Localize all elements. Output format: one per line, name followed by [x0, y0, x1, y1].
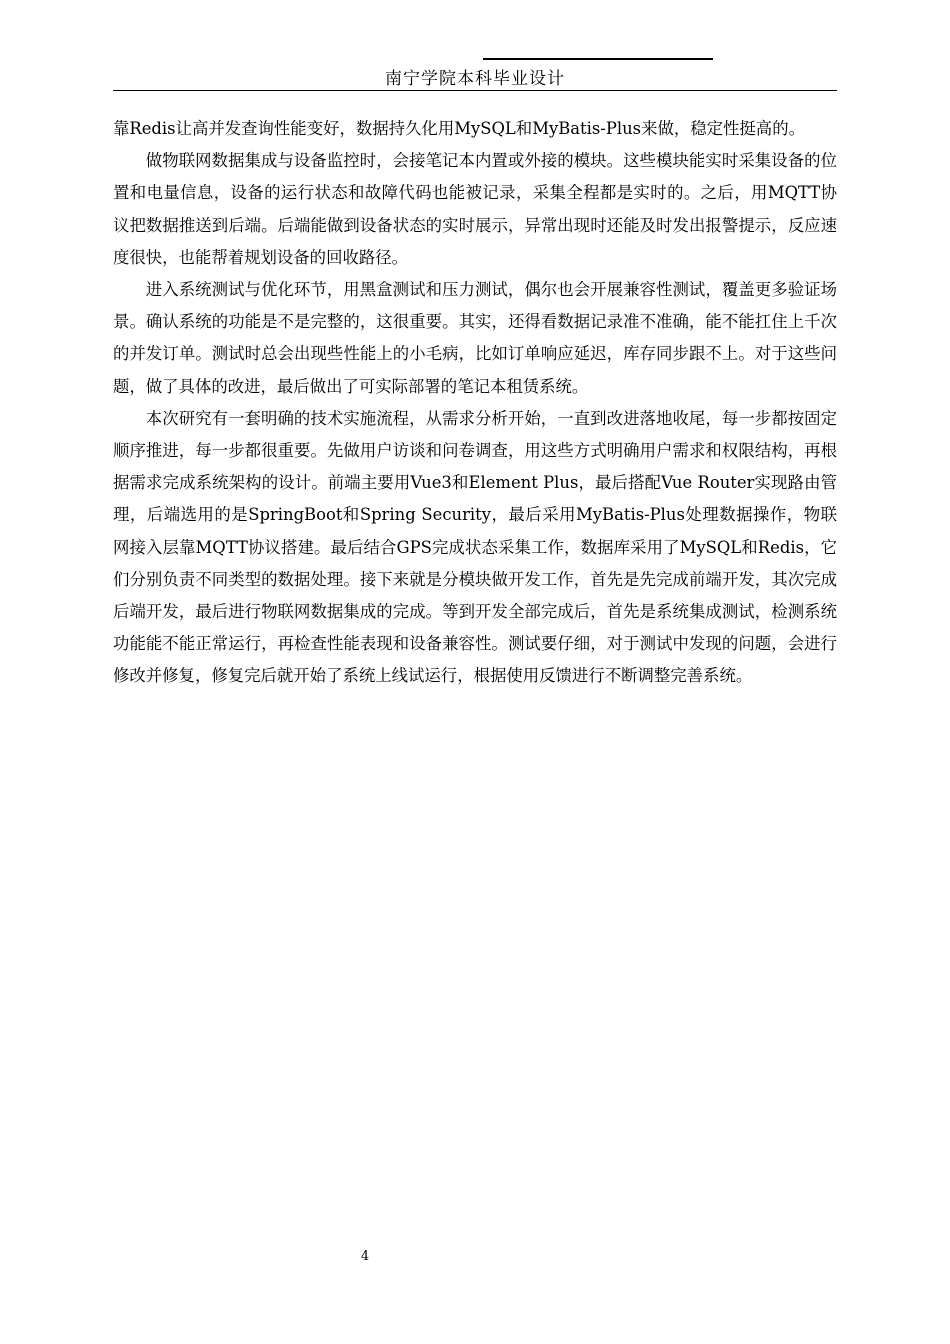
- header-top-rule: [483, 58, 713, 60]
- paragraph-iot-integration: 做物联网数据集成与设备监控时，会接笔记本内置或外接的模块。这些模块能实时采集设备的位置和电量信息，设备的运行状态和故障代码也能被记录，采集全程都是实时的。之后，用MQTT协议把数据推送到后端。后端能做到设备状态的实时展示，异常出现时还能及时发出报警提示，反应速度很快，也能帮着规划设备的回收路径。: [113, 151, 837, 267]
- paragraph-implementation-flow: 本次研究有一套明确的技术实施流程，从需求分析开始，一直到改进落地收尾，每一步都按固定顺序推进，每一步都很重要。先做用户访谈和问卷调查，用这些方式明确用户需求和权限结构，再根据需求完成系统架构的设计。前端主要用Vue3和Element Plus，最后搭配Vue Router实现路由管理，后端选用的是SpringBoot和Spring Security，最后采用MyBatis-Plus处理数据操作，物联网接入层靠MQTT协议搭建。最后结合GPS完成状态采集工作，数据库采用了MySQL和Redis，它们分别负责不同类型的数据处理。接下来就是分模块做开发工作，首先是先完成前端开发，其次完成后端开发，最后进行物联网数据集成的完成。等到开发全部完成后，首先是系统集成测试，检测系统功能能不能正常运行，再检查性能表现和设备兼容性。测试要仔细，对于测试中发现的问题，会进行修改并修复，修复完后就开始了系统上线试运行，根据使用反馈进行不断调整完善系统。: [113, 408, 837, 686]
- body-text: [113, 113, 837, 693]
- header-bottom-rule: [113, 90, 837, 91]
- paragraph-continued: 靠Redis让高并发查询性能变好，数据持久化用MySQL和MyBatis-Plus来做，稳定性挺高的。: [113, 119, 805, 138]
- page-number: 4: [360, 1249, 370, 1264]
- running-header-title: 南宁学院本科毕业设计: [385, 69, 565, 89]
- paragraph-testing: 进入系统测试与优化环节，用黑盒测试和压力测试，偶尔也会开展兼容性测试，覆盖更多验证场景。确认系统的功能是不是完整的，这很重要。其实，还得看数据记录准不准确，能不能扛住上千次的并发订单。测试时总会出现些性能上的小毛病，比如订单响应延迟，库存同步跟不上。对于这些问题，做了具体的改进，最后做出了可实际部署的笔记本租赁系统。: [113, 280, 837, 396]
